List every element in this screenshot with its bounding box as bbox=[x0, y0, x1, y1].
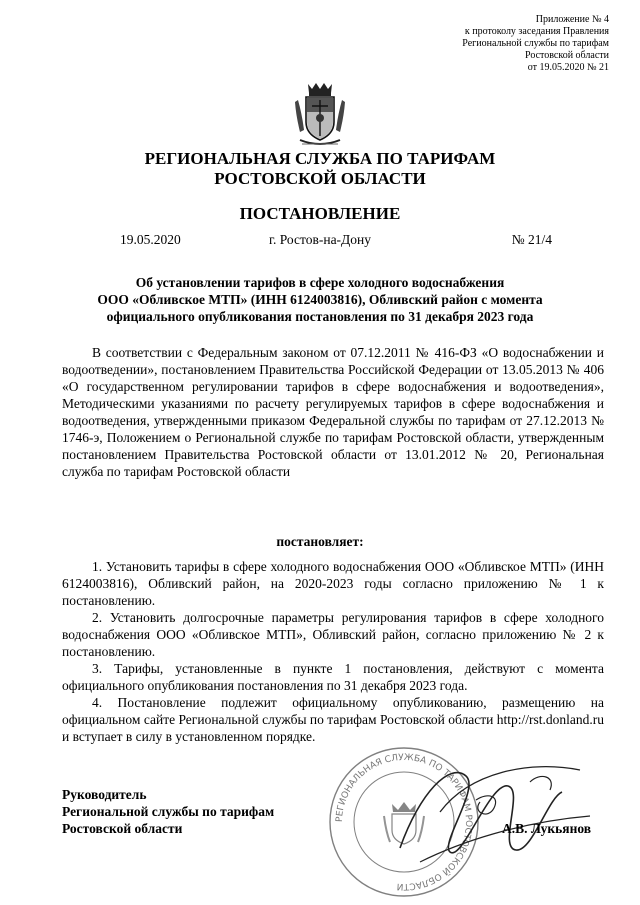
resolution-item: 2. Установить долгосрочные параметры регулирования тарифов в сфере холодного водоснабжения ООО «Обливское МТП», Обливский район, согласно приложению № 2 к постановлению. bbox=[62, 610, 604, 659]
appendix-note bbox=[349, 14, 609, 74]
subject-line: ООО «Обливское МТП» (ИНН 6124003816), Обливский район с момента bbox=[97, 292, 543, 307]
resolves-heading: постановляет: bbox=[276, 534, 364, 549]
appendix-line: Региональной службы по тарифам bbox=[462, 38, 609, 49]
document-number: № 21/4 bbox=[511, 232, 552, 247]
agency-region: РОСТОВСКОЙ ОБЛАСТИ bbox=[214, 169, 426, 188]
document-type: ПОСТАНОВЛЕНИЕ bbox=[239, 204, 401, 223]
signatory-title-line: Руководитель bbox=[62, 787, 147, 802]
document-subject bbox=[60, 274, 580, 325]
appendix-line: от 19.05.2020 № 21 bbox=[527, 62, 609, 73]
coat-of-arms-icon bbox=[292, 80, 348, 150]
agency-name: РЕГИОНАЛЬНАЯ СЛУЖБА ПО ТАРИФАМ bbox=[144, 149, 496, 168]
resolution-item: 1. Установить тарифы в сфере холодного водоснабжения ООО «Обливское МТП» (ИНН 6124003816), Обливский район, на 2020-2023 годы согласно приложению № 1 к постановлению. bbox=[62, 559, 604, 608]
svg-text:РЕГИОНАЛЬНАЯ СЛУЖБА ПО ТАРИФАМ: РЕГИОНАЛЬНАЯ СЛУЖБА ПО ТАРИФАМ РОСТОВСКОЙ ОБЛАСТИ bbox=[334, 752, 474, 892]
document-date: 19.05.2020 bbox=[120, 232, 181, 247]
signature-icon bbox=[380, 752, 600, 882]
document-city: г. Ростов-на-Дону bbox=[268, 232, 371, 247]
resolution-items bbox=[62, 558, 604, 745]
subject-line: официального опубликования постановления по 31 декабря 2023 года bbox=[106, 309, 534, 324]
appendix-line: Ростовской области bbox=[525, 50, 609, 61]
signatory-title-line: Ростовской области bbox=[62, 821, 183, 836]
resolution-item: 3. Тарифы, установленные в пункте 1 постановления, действуют с момента официального опубликования постановления по 31 декабря 2023 года. bbox=[62, 661, 604, 693]
signatory-title bbox=[62, 786, 274, 837]
signatory-title-line: Региональной службы по тарифам bbox=[62, 804, 275, 819]
appendix-line: к протоколу заседания Правления bbox=[464, 26, 609, 37]
resolution-item: 4. Постановление подлежит официальному опубликованию, размещению на официальном сайте Региональной службы по тарифам Ростовской области http://rst.donland.ru и вступает в силу в установленном порядке. bbox=[62, 695, 604, 744]
preamble-paragraph: В соответствии с Федеральным законом от 07.12.2011 № 416-ФЗ «О водоснабжении и водоотведении», постановлением Правительства Российской Федерации от 13.05.2013 № 406 «О государственном регулировании тарифов в сфере водоснабжения и водоотведения», Методическими указаниями по расчету регулируемых тарифов в сфере водоснабжения и водоотведения, утвержденными приказом Федеральной службы по тарифам от 27.12.2013 № 1746-э, Положением о Региональной службе по тарифам Ростовской области, утвержденным постановлением Правительства Ростовской области от 13.01.2012 № 20, Региональная служба по тарифам Ростовской области bbox=[62, 345, 604, 479]
appendix-line: Приложение № 4 bbox=[535, 14, 609, 25]
subject-line: Об установлении тарифов в сфере холодного водоснабжения bbox=[135, 275, 505, 290]
signatory-name: А.В. Лукьянов bbox=[502, 821, 592, 836]
